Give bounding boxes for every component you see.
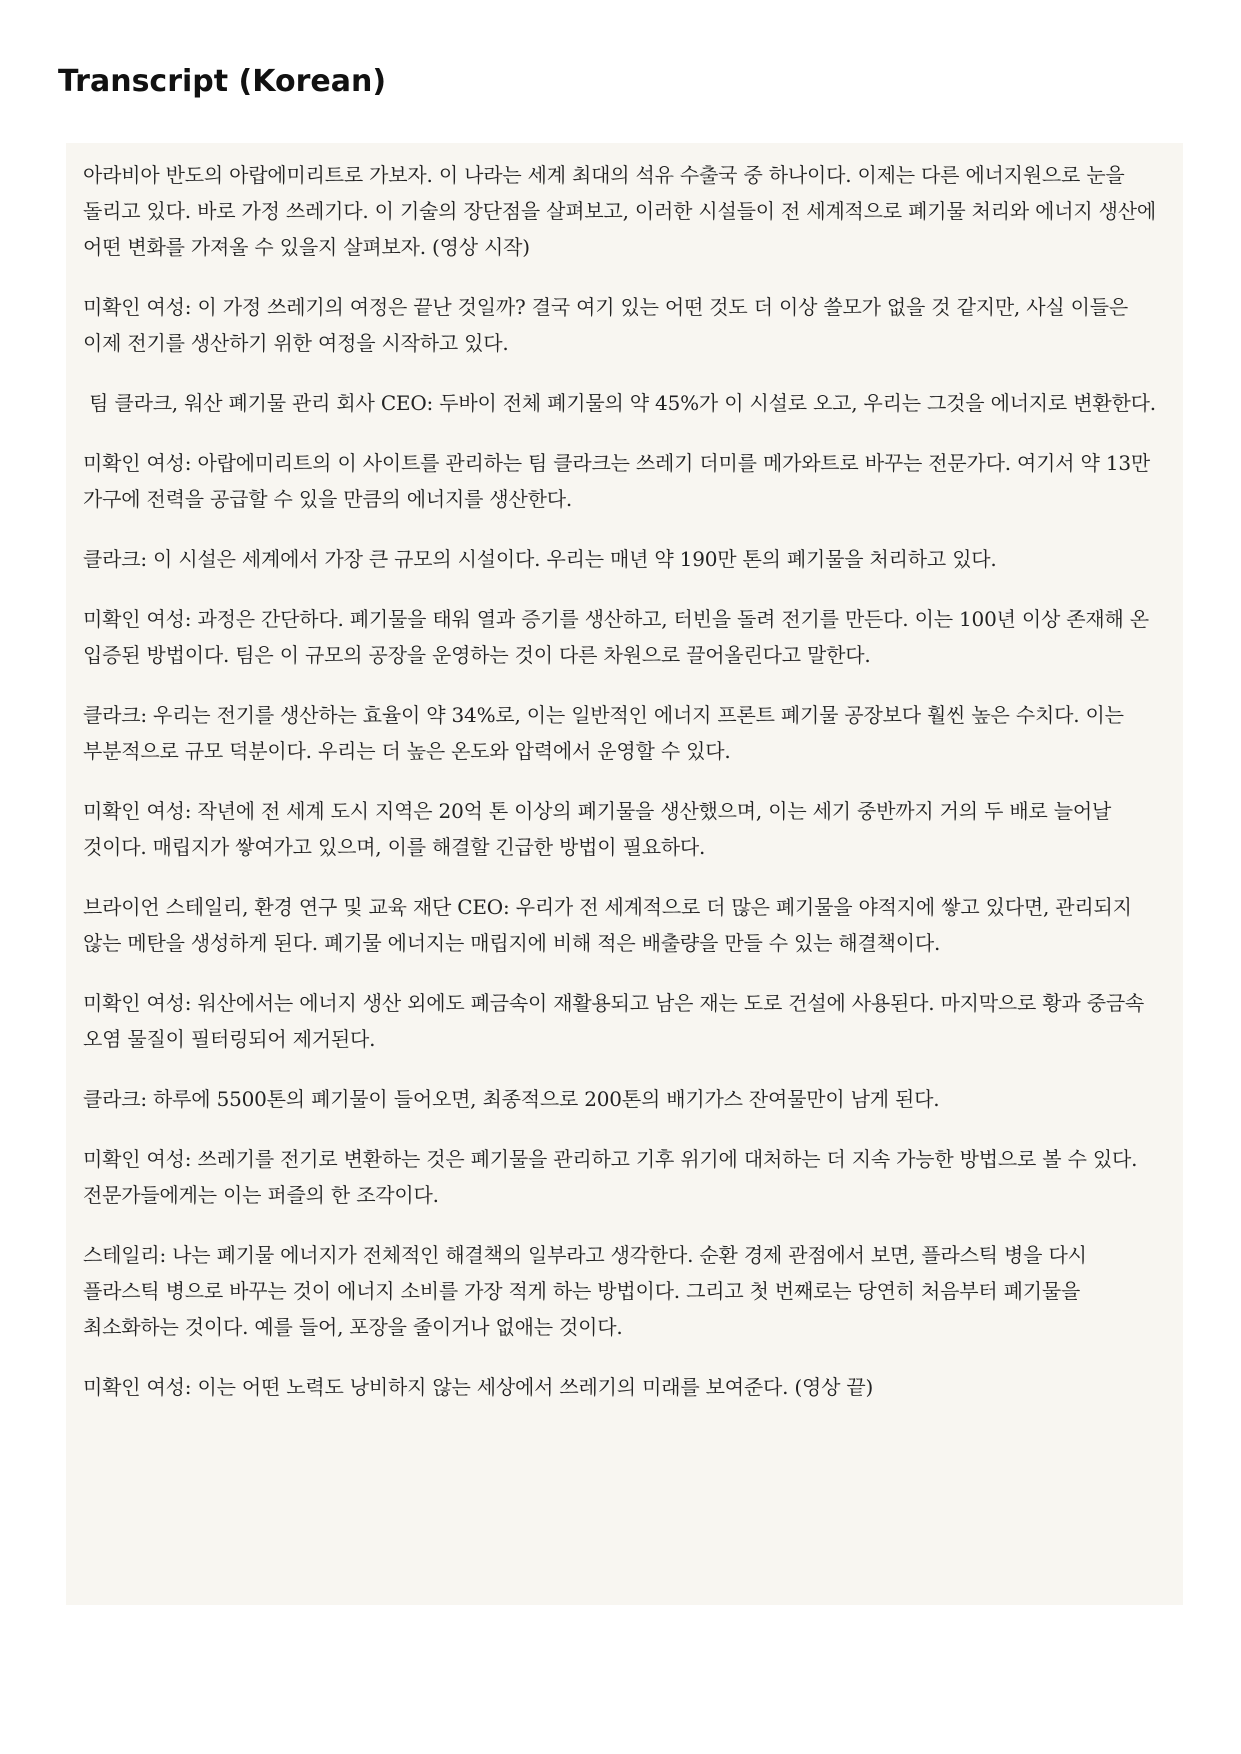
transcript-paragraph-10: 미확인 여성: 워산에서는 에너지 생산 외에도 폐금속이 재활용되고 남은 재는 도로 건설에 사용된다. 마지막으로 황과 중금속 오염 물질이 필터링되어 제거된다. xyxy=(83,991,1151,1051)
transcript-paragraph-13: 스테일리: 나는 폐기물 에너지가 전체적인 해결책의 일부라고 생각한다. 순환 경제 관점에서 보면, 플라스틱 병을 다시 플라스틱 병으로 바꾸는 것이 에너지 소비를 가장 적게 하는 방법이다. 그리고 첫 번째로는 당연히 처음부터 폐기물을 최소화하는 것이다. 예를 들어, 포장을 줄이거나 없애는 것이다. xyxy=(83,1243,1093,1339)
transcript-paragraph-1: 아라비아 반도의 아랍에미리트로 가보자. 이 나라는 세계 최대의 석유 수출국 중 하나이다. 이제는 다른 에너지원으로 눈을 돌리고 있다. 바로 가정 쓰레기다. 이 기술의 장단점을 살펴보고, 이러한 시설들이 전 세계적으로 폐기물 처리와 에너지 생산에 어떤 변화를 가져올 수 있을지 살펴보자. (영상 시작) xyxy=(83,163,1163,259)
transcript-paragraph-14: 미확인 여성: 이는 어떤 노력도 낭비하지 않는 세상에서 쓰레기의 미래를 보여준다. (영상 끝) xyxy=(83,1375,874,1399)
transcript-paragraph-7: 클라크: 우리는 전기를 생산하는 효율이 약 34%로, 이는 일반적인 에너지 프론트 폐기물 공장보다 훨씬 높은 수치다. 이는 부분적으로 규모 덕분이다. 우리는 더 높은 온도와 압력에서 운영할 수 있다. xyxy=(83,703,1130,763)
transcript-paragraph-3: 팀 클라크, 워산 폐기물 관리 회사 CEO: 두바이 전체 폐기물의 약 45%가 이 시설로 오고, 우리는 그것을 에너지로 변환한다. xyxy=(83,391,1156,415)
transcript-paragraph-9: 브라이언 스테일리, 환경 연구 및 교육 재단 CEO: 우리가 전 세계적으로 더 많은 폐기물을 야적지에 쌓고 있다면, 관리되지 않는 메탄을 생성하게 된다. 폐기물 에너지는 매립지에 비해 적은 배출량을 만들 수 있는 해결책이다. xyxy=(83,895,1138,955)
transcript-paragraph-8: 미확인 여성: 작년에 전 세계 도시 지역은 20억 톤 이상의 폐기물을 생산했으며, 이는 세기 중반까지 거의 두 배로 늘어날 것이다. 매립지가 쌓여가고 있으며, 이를 해결할 긴급한 방법이 필요하다. xyxy=(83,799,1118,859)
page-title: Transcript (Korean) xyxy=(58,64,387,99)
transcript-box xyxy=(66,143,1183,1605)
transcript-paragraph-2: 미확인 여성: 이 가정 쓰레기의 여정은 끝난 것일까? 결국 여기 있는 어떤 것도 더 이상 쓸모가 없을 것 같지만, 사실 이들은 이제 전기를 생산하기 위한 여정을 시작하고 있다. xyxy=(83,295,1135,355)
transcript-paragraph-6: 미확인 여성: 과정은 간단하다. 폐기물을 태워 열과 증기를 생산하고, 터빈을 돌려 전기를 만든다. 이는 100년 이상 존재해 온 입증된 방법이다. 팀은 이 규모의 공장을 운영하는 것이 다른 차원으로 끌어올린다고 말한다. xyxy=(83,607,1156,667)
transcript-paragraph-12: 미확인 여성: 쓰레기를 전기로 변환하는 것은 폐기물을 관리하고 기후 위기에 대처하는 더 지속 가능한 방법으로 볼 수 있다. 전문가들에게는 이는 퍼즐의 한 조각이다. xyxy=(83,1147,1144,1207)
transcript-paragraph-4: 미확인 여성: 아랍에미리트의 이 사이트를 관리하는 팀 클라크는 쓰레기 더미를 메가와트로 바꾸는 전문가다. 여기서 약 13만 가구에 전력을 공급할 수 있을 만큼의 에너지를 생산한다. xyxy=(83,451,1157,511)
transcript-paragraph-5: 클라크: 이 시설은 세계에서 가장 큰 규모의 시설이다. 우리는 매년 약 190만 톤의 폐기물을 처리하고 있다. xyxy=(83,547,997,571)
transcript-paragraph-11: 클라크: 하루에 5500톤의 폐기물이 들어오면, 최종적으로 200톤의 배기가스 잔여물만이 남게 된다. xyxy=(83,1087,940,1111)
